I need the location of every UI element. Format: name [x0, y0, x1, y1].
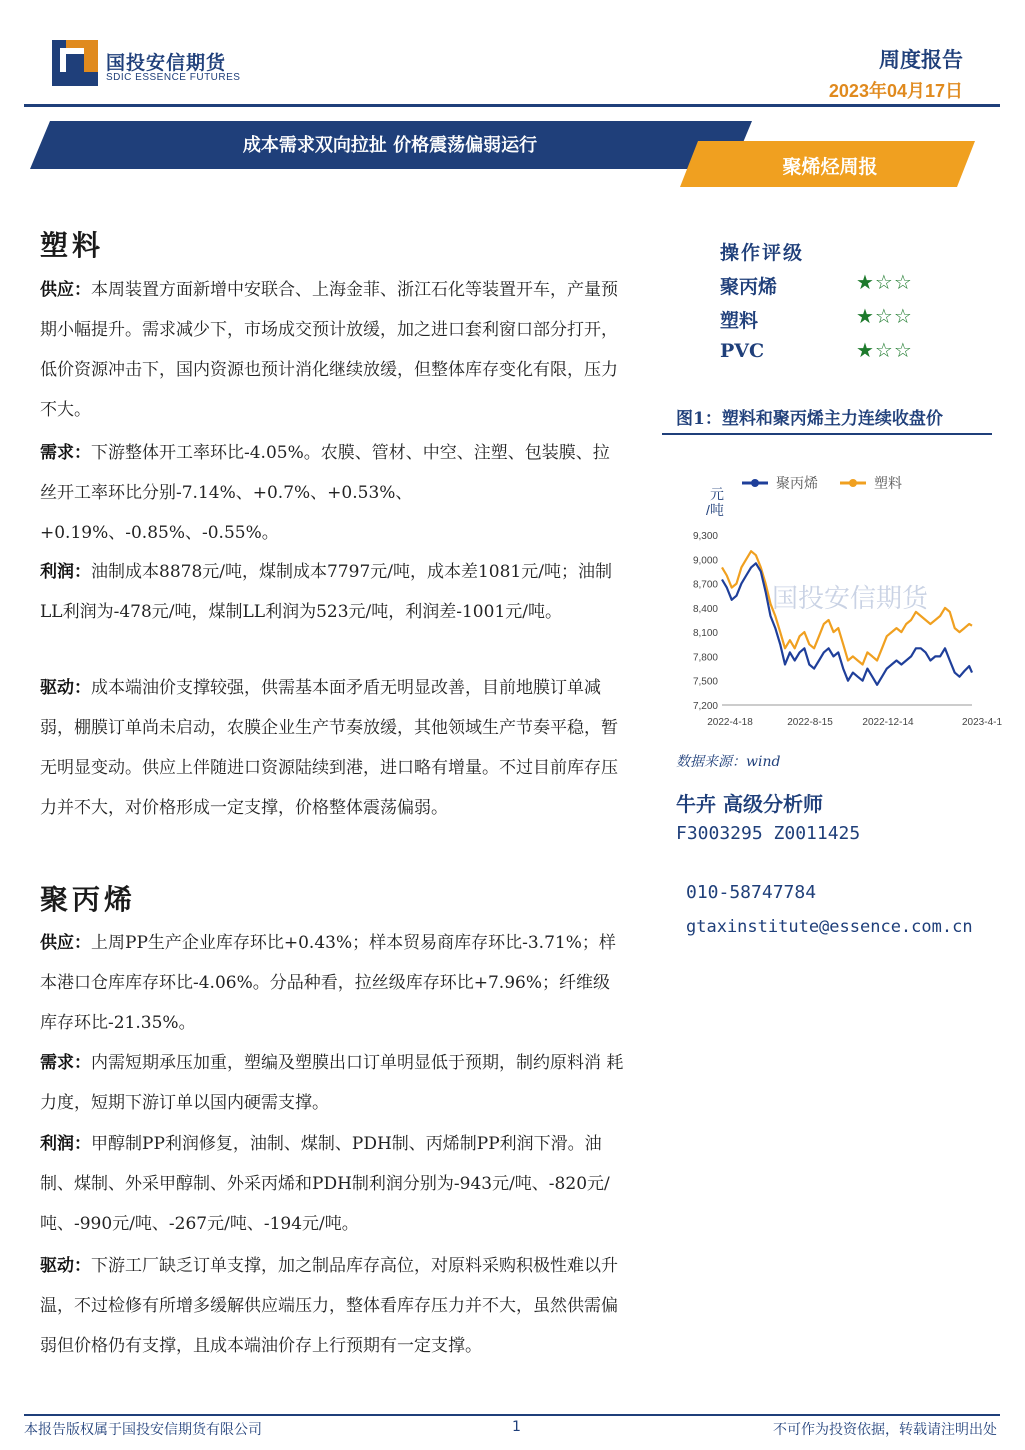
series-line-pp: [722, 563, 972, 685]
rating-heading: 操作评级: [720, 242, 805, 264]
contact-phone: 010-58747784: [686, 882, 817, 903]
x-tick-label: 2023-4-1: [962, 717, 1003, 728]
plastic-driver: [40, 668, 625, 828]
legend-marker-pp: [751, 479, 759, 487]
pp-supply-label: 供应：: [40, 933, 91, 953]
plastic-supply-text: 本周装置方面新增中安联合、上海金菲、浙江石化等装置开车，产量预期小幅提升。需求减少下，市场成交预计放缓，加之进口套利窗口部分打开，低价资源冲击下，国内资源也预计消化继续放缓，但整体库存变化有限，压力不大。: [40, 280, 618, 420]
company-logo: [52, 40, 98, 86]
y-tick-label: 9,000: [692, 555, 718, 567]
report-type: 周度报告: [879, 48, 963, 72]
plastic-profit-text: 油制成本8878元/吨，煤制成本7797元/吨，成本差1081元/吨；油制LL利润为-478元/吨，煤制LL利润为523元/吨，利润差-1001元/吨。: [40, 562, 612, 622]
pp-supply: [40, 923, 625, 1043]
contact-email[interactable]: gtaxinstitute@essence.com.cn: [686, 917, 973, 937]
plastic-supply: [40, 270, 625, 430]
pp-driver-label: 驱动：: [40, 1256, 91, 1276]
analyst-name: 牛卉 高级分析师: [676, 792, 823, 816]
analyst-license: F3003295 Z0011425: [676, 823, 861, 844]
pp-profit-label: 利润：: [40, 1134, 91, 1154]
pp-profit-text: 甲醇制PP利润修复，油制、煤制、PDH制、丙烯制PP利润下滑。油制、煤制、外采甲醇制、外采丙烯和PDH制利润分别为-943元/吨、-820元/吨、-990元/吨、-267元/吨、-194元/吨。: [40, 1134, 610, 1234]
footer-copyright: 本报告版权属于国投安信期货有限公司: [24, 1422, 262, 1438]
y-tick-label: 8,400: [692, 603, 718, 615]
headline: 成本需求双向拉扯 价格震荡偏弱运行: [242, 135, 538, 156]
plastic-demand-text: 下游整体开工率环比-4.05%。农膜、管材、中空、注塑、包装膜、拉丝开工率环比分别-7.14%、+0.7%、+0.53%、+0.19%、-0.85%、-0.55%。: [40, 443, 610, 543]
chart-legend: [742, 475, 902, 491]
y-tick-label: 7,500: [692, 676, 718, 688]
company-name-en: SDIC ESSENCE FUTURES: [106, 72, 241, 83]
report-category: 聚烯烃周报: [782, 156, 878, 178]
star-rating-icon: ★☆☆: [856, 338, 913, 362]
y-unit-label: 元: [710, 486, 724, 502]
star-rating-icon: ★☆☆: [856, 270, 913, 294]
price-line-chart: [662, 435, 1003, 740]
plastic-demand-label: 需求：: [40, 443, 91, 463]
plastic-profit: [40, 552, 625, 632]
company-name-cn: 国投安信期货: [106, 52, 227, 74]
legend-label-plastic: 塑料: [874, 475, 902, 491]
y-tick-label: 9,300: [692, 531, 718, 542]
y-tick-label: 8,700: [692, 579, 718, 591]
data-source: 数据来源：wind: [676, 754, 781, 770]
footer-divider: [24, 1414, 1000, 1416]
header-divider: [24, 104, 1000, 107]
pp-profit: [40, 1124, 625, 1244]
rating-row: [720, 340, 960, 368]
plastic-driver-text: 成本端油价支撑较强，供需基本面矛盾无明显改善，目前地膜订单减弱，棚膜订单尚未启动，农膜企业生产节奏放缓，其他领域生产节奏平稳，暂无明显变动。供应上伴随进口资源陆续到港，进口略有增量。不过目前库存压力并不大，对价格形成一定支撑，价格整体震荡偏弱。: [40, 678, 618, 818]
section-title-plastic: 塑料: [40, 229, 105, 262]
pp-driver-text: 下游工厂缺乏订单支撑，加之制品库存高位，对原料采购积极性难以升温，不过检修有所增多缓解供应端压力，整体看库存压力并不大，虽然供需偏弱但价格仍有支撑，且成本端油价存上行预期有一定支撑。: [40, 1256, 618, 1356]
rating-product: PVC: [720, 340, 765, 362]
pp-demand-label: 需求：: [40, 1053, 91, 1073]
rating-product: 塑料: [720, 310, 759, 332]
y-tick-label: 8,100: [692, 628, 718, 640]
section-title-pp: 聚丙烯: [40, 883, 137, 916]
y-unit-label-2: /吨: [706, 502, 724, 518]
rating-row: [720, 272, 960, 300]
plastic-supply-label: 供应：: [40, 280, 91, 300]
star-rating-icon: ★☆☆: [856, 304, 913, 328]
legend-label-pp: 聚丙烯: [776, 475, 818, 491]
plastic-driver-label: 驱动：: [40, 678, 91, 698]
x-tick-label: 2022-8-15: [787, 717, 833, 728]
chart-watermark: 国投安信期货: [772, 583, 929, 613]
pp-demand-text: 内需短期承压加重，塑编及塑膜出口订单明显低于预期，制约原料消 耗力度，短期下游订单以国内硬需支撑。: [40, 1053, 624, 1113]
pp-supply-text: 上周PP生产企业库存环比+0.43%；样本贸易商库存环比-3.71%；样本港口仓库库存环比-4.06%。分品种看，拉丝级库存环比+7.96%；纤维级库存环比-21.35%。: [40, 933, 616, 1033]
x-tick-label: 2022-12-14: [862, 717, 914, 728]
report-date: 2023年04月17日: [828, 81, 963, 101]
y-tick-label: 7,200: [692, 701, 718, 712]
page-number: 1: [512, 1419, 521, 1435]
pp-demand: [40, 1043, 625, 1123]
y-tick-label: 7,800: [692, 652, 718, 664]
legend-marker-plastic: [849, 479, 857, 487]
rating-product: 聚丙烯: [720, 276, 778, 298]
plastic-profit-label: 利润：: [40, 562, 91, 582]
footer-disclaimer: 不可作为投资依据，转载请注明出处: [773, 1422, 997, 1438]
plastic-demand: [40, 433, 625, 553]
pp-driver: [40, 1246, 625, 1366]
rating-row: [720, 306, 960, 334]
x-tick-label: 2022-4-18: [707, 717, 753, 728]
figure-title: 图1：塑料和聚丙烯主力连续收盘价: [676, 409, 943, 429]
